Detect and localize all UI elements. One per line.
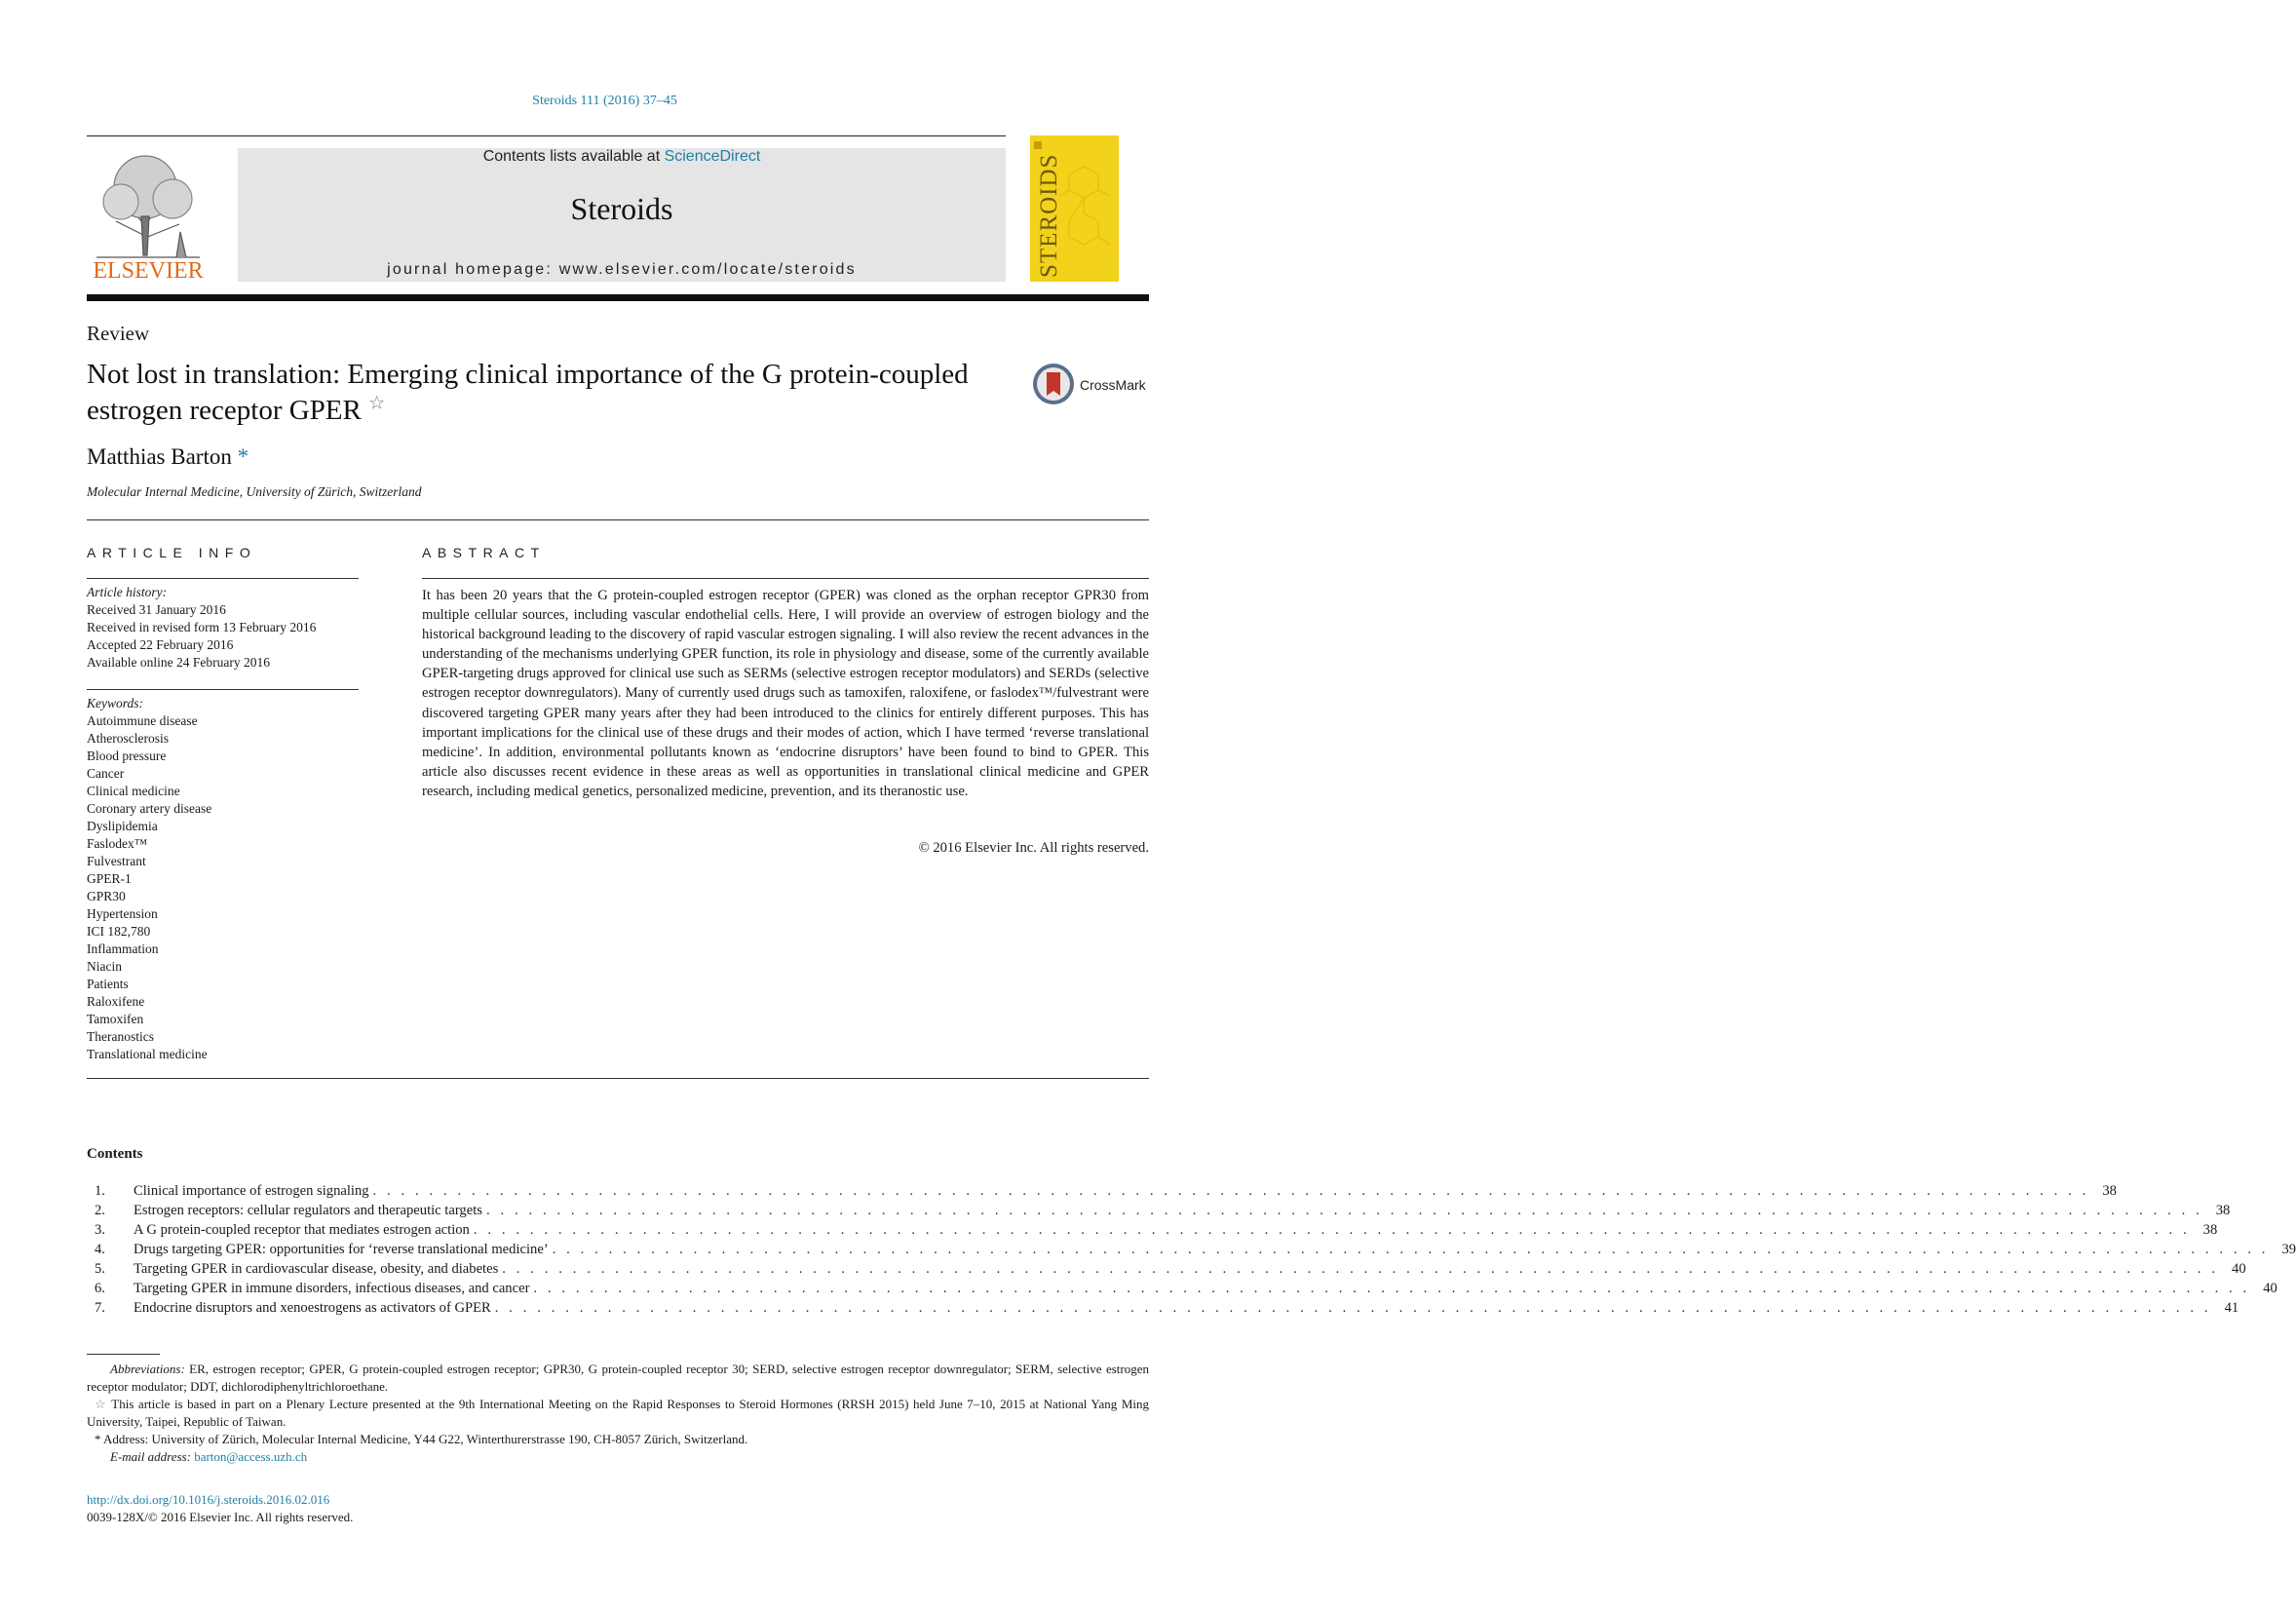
keyword-item: Patients [87,977,129,991]
abbreviations-label: Abbreviations: [110,1362,185,1376]
toc-leader-dots: . . . . . . . . . . . . . . . . . . . . . . . . . . . . . . . . . . . . . . . . . . . . . . . . . . . . . . . . . . . . . . . . . . . . . . . . . . . . . . . . . . . . . . . . . . . . . . . . . . . . . . . . . . . . . . . . . . . . . . . . . . [485,1203,2203,1218]
keyword-item: Theranostics [87,1029,154,1044]
footnote-asterisk-mark: * [95,1432,101,1446]
article-info-heading: ARTICLE INFO [87,545,257,560]
keyword-item: Hypertension [87,906,158,921]
toc-title[interactable]: Estrogen receptors: cellular regulators and therapeutic targets [134,1203,482,1218]
homepage-url[interactable]: www.elsevier.com/locate/steroids [558,261,857,278]
elsevier-wordmark: ELSEVIER [93,258,204,284]
author-name [87,444,249,470]
toc-leader-dots: . . . . . . . . . . . . . . . . . . . . . . . . . . . . . . . . . . . . . . . . . . . . . . . . . . . . . . . . . . . . . . . . . . . . . . . . . . . . . . . . . . . . . . . . . . . . . . . . . . . . . . . . . . . . . . . . . . . . . . . . . . [473,1222,2191,1238]
toc-page: 41 [2224,1300,2239,1316]
abstract-text: It has been 20 years that the G protein-coupled estrogen receptor (GPER) was cloned as the orphan receptor GPR30 from multiple cellular sources, including vascular endothelial cells. Here, I will provide an overview of estrogen biology and the historical background leading to the discovery of rapid vascular estrogen signaling. I will also review the recent advances in the understanding of the mechanisms underlying GPER function, its role in physiology and disease, some of the currently available GPER-targeting drugs approved for clinical use such as SERMs (selective estrogen receptor modulators) and SERDs (selective estrogen receptor downregulators). Many of currently used drugs such as tamoxifen, raloxifene, or faslodex™/fulvestrant were discovered targeting GPER many years after they had been introduced to the clinics for entirely different purposes. This has important implications for the clinical use of these drugs and their modes of action, which I have termed ‘reverse translational medicine’. In addition, environmental pollutants known as ‘endocrine disruptors’ have been found to bind to GPER. This article also discusses recent evidence in these areas as well as opportunities in translational clinical medicine and GPER research, including medical genetics, personalized medicine, prevention, and its theranostic use. [422,588,1149,799]
cover-title: STEROIDS [1036,153,1062,278]
history-item: Accepted 22 February 2016 [87,637,234,652]
journal-cover[interactable] [1030,135,1119,282]
email-label: E-mail address: [110,1449,195,1464]
toc-title[interactable]: Endocrine disruptors and xenoestrogens as activators of GPER [134,1300,491,1316]
keyword-item: Inflammation [87,941,159,956]
footnote-lecture-text: This article is based in part on a Plenary Lecture presented at the 9th International Meeting on the Rapid Responses to Steroid Hormones (RRSH 2015) held June 7–10, 2015 at National Yang Ming University, Taipei, Republic of Taiwan. [87,1397,1149,1429]
keyword-item: Dyslipidemia [87,819,158,833]
article-history [87,584,359,672]
abstract-rule [422,578,1149,579]
article-title [87,357,1022,429]
sciencedirect-link[interactable]: ScienceDirect [664,148,761,165]
contents-available [238,148,1006,166]
section-divider [87,519,1149,520]
keyword-item: Translational medicine [87,1047,208,1061]
keyword-item: Blood pressure [87,748,167,763]
email-link[interactable]: barton@access.uzh.ch [194,1449,308,1464]
crossmark-icon [1033,364,1074,404]
toc-page: 38 [2102,1183,2117,1199]
toc-item[interactable] [87,1203,2231,1222]
keyword-item: Fulvestrant [87,854,146,868]
keyword-item: ICI 182,780 [87,924,151,939]
toc-leader-dots: . . . . . . . . . . . . . . . . . . . . . . . . . . . . . . . . . . . . . . . . . . . . . . . . . . . . . . . . . . . . . . . . . . . . . . . . . . . . . . . . . . . . . . . . . . . . . . . . . . . . . . . . . . . . . . . . . . . . . . . . . . [502,1261,2219,1277]
tree-icon [96,156,200,257]
keyword-item: Faslodex™ [87,836,147,851]
journal-citation[interactable]: Steroids 111 (2016) 37–45 [532,94,677,108]
toc-leader-dots: . . . . . . . . . . . . . . . . . . . . . . . . . . . . . . . . . . . . . . . . . . . . . . . . . . . . . . . . . . . . . . . . . . . . . . . . . . . . . . . . . . . . . . . . . . . . . . . . . . . . . . . . . . . . . . . . . . . . . . . . . . [533,1281,2250,1296]
author-affiliation: Molecular Internal Medicine, University of Zürich, Switzerland [87,484,422,499]
history-item: Received 31 January 2016 [87,602,226,617]
abstract-heading: ABSTRACT [422,545,546,560]
header-thick-rule [87,294,1149,301]
toc-title[interactable]: Targeting GPER in cardiovascular disease, obesity, and diabetes [134,1261,499,1277]
title-footnote-mark[interactable]: ☆ [368,393,386,414]
toc-number: 3. [95,1222,105,1238]
toc-number: 1. [95,1183,105,1199]
keywords-rule [87,689,359,690]
footnote-lecture [87,1396,1149,1431]
toc-title[interactable]: Targeting GPER in immune disorders, infectious diseases, and cancer [134,1281,530,1296]
toc-number: 6. [95,1281,105,1296]
toc-item[interactable] [87,1300,2239,1320]
keyword-item: Clinical medicine [87,784,180,798]
contents-available-text: Contents lists available at [482,148,665,165]
toc-page: 40 [2232,1261,2246,1277]
toc-leader-dots: . . . . . . . . . . . . . . . . . . . . . . . . . . . . . . . . . . . . . . . . . . . . . . . . . . . . . . . . . . . . . . . . . . . . . . . . . . . . . . . . . . . . . . . . . . . . . . . . . . . . . . . . . . . . . . . . . . . . . . . . . . [552,1242,2270,1257]
author-footnote-mark[interactable]: * [237,444,249,469]
keyword-item: Raloxifene [87,994,145,1009]
doi-link[interactable]: http://dx.doi.org/10.1016/j.steroids.2016.02.016 [87,1492,330,1507]
toc-page: 39 [2281,1242,2296,1257]
toc-page: 38 [2202,1222,2218,1238]
info-bottom-rule [87,1078,1149,1079]
toc-leader-dots: . . . . . . . . . . . . . . . . . . . . . . . . . . . . . . . . . . . . . . . . . . . . . . . . . . . . . . . . . . . . . . . . . . . . . . . . . . . . . . . . . . . . . . . . . . . . . . . . . . . . . . . . . . . . . . . . . . . . . . . . . . [494,1300,2212,1316]
keyword-item: GPR30 [87,889,126,903]
toc-item[interactable] [87,1281,2277,1300]
keywords-list [87,695,359,1063]
author-name-text[interactable]: Matthias Barton [87,444,232,469]
keyword-item: Coronary artery disease [87,801,212,816]
toc-number: 2. [95,1203,105,1218]
toc-title[interactable]: Drugs targeting GPER: opportunities for ‘reverse translational medicine’ [134,1242,549,1257]
toc-page: 38 [2215,1203,2231,1218]
keywords-label: Keywords: [87,696,143,710]
footnote-address [87,1431,1149,1448]
toc-item[interactable] [87,1222,2218,1242]
table-of-contents [87,1183,2296,1320]
article-type: Review [87,322,150,345]
keyword-item: Tamoxifen [87,1012,144,1026]
keyword-item: Autoimmune disease [87,713,198,728]
toc-title[interactable]: A G protein-coupled receptor that mediates estrogen action [134,1222,470,1238]
toc-item[interactable] [87,1242,2296,1261]
keyword-item: Niacin [87,959,122,974]
toc-number: 4. [95,1242,105,1257]
footnote-address-text: Address: University of Zürich, Molecular Internal Medicine, Y44 G22, Winterthurerstrasse 190, CH-8057 Zürich, Switzerland. [100,1432,748,1446]
abstract-copyright: © 2016 Elsevier Inc. All rights reserved. [918,840,1149,856]
toc-item[interactable] [87,1261,2246,1281]
footnote-star-mark: ☆ [95,1397,107,1411]
keyword-item: GPER-1 [87,871,132,886]
cover-badge [1034,141,1042,149]
toc-leader-dots: . . . . . . . . . . . . . . . . . . . . . . . . . . . . . . . . . . . . . . . . . . . . . . . . . . . . . . . . . . . . . . . . . . . . . . . . . . . . . . . . . . . . . . . . . . . . . . . . . . . . . . . . . . . . . . . . . . . . . . . . . . [372,1183,2089,1199]
article-info-rule [87,578,359,579]
toc-title[interactable]: Clinical importance of estrogen signaling [134,1183,369,1199]
footnote-email [87,1448,1149,1466]
toc-number: 5. [95,1261,105,1277]
history-item: Received in revised form 13 February 2016 [87,620,317,634]
toc-item[interactable] [87,1183,2117,1203]
history-label: Article history: [87,585,168,599]
footnote-rule [87,1354,160,1355]
homepage-label: journal homepage: [387,261,559,278]
journal-homepage [238,261,1006,279]
journal-name: Steroids [570,191,673,226]
toc-page: 40 [2263,1281,2277,1296]
toc-number: 7. [95,1300,105,1316]
keyword-item: Atherosclerosis [87,731,169,746]
footnote-abbreviations [87,1361,1149,1396]
header-rule [87,135,1006,136]
crossmark-label[interactable]: CrossMark [1080,377,1146,393]
keyword-item: Cancer [87,766,125,781]
abbreviations-text: ER, estrogen receptor; GPER, G protein-coupled estrogen receptor; GPR30, G protein-coupled receptor 30; SERD, selective estrogen receptor downregulator; SERM, selective estrogen receptor modulator; DDT, dichlorodiphenyltrichloroethane. [87,1362,1149,1394]
contents-heading: Contents [87,1146,143,1162]
elsevier-logo[interactable] [87,148,210,282]
article-title-text: Not lost in translation: Emerging clinical importance of the G protein-coupled estrogen receptor GPER [87,359,969,426]
issn-copyright: 0039-128X/© 2016 Elsevier Inc. All rights reserved. [87,1510,354,1524]
history-item: Available online 24 February 2016 [87,655,270,670]
